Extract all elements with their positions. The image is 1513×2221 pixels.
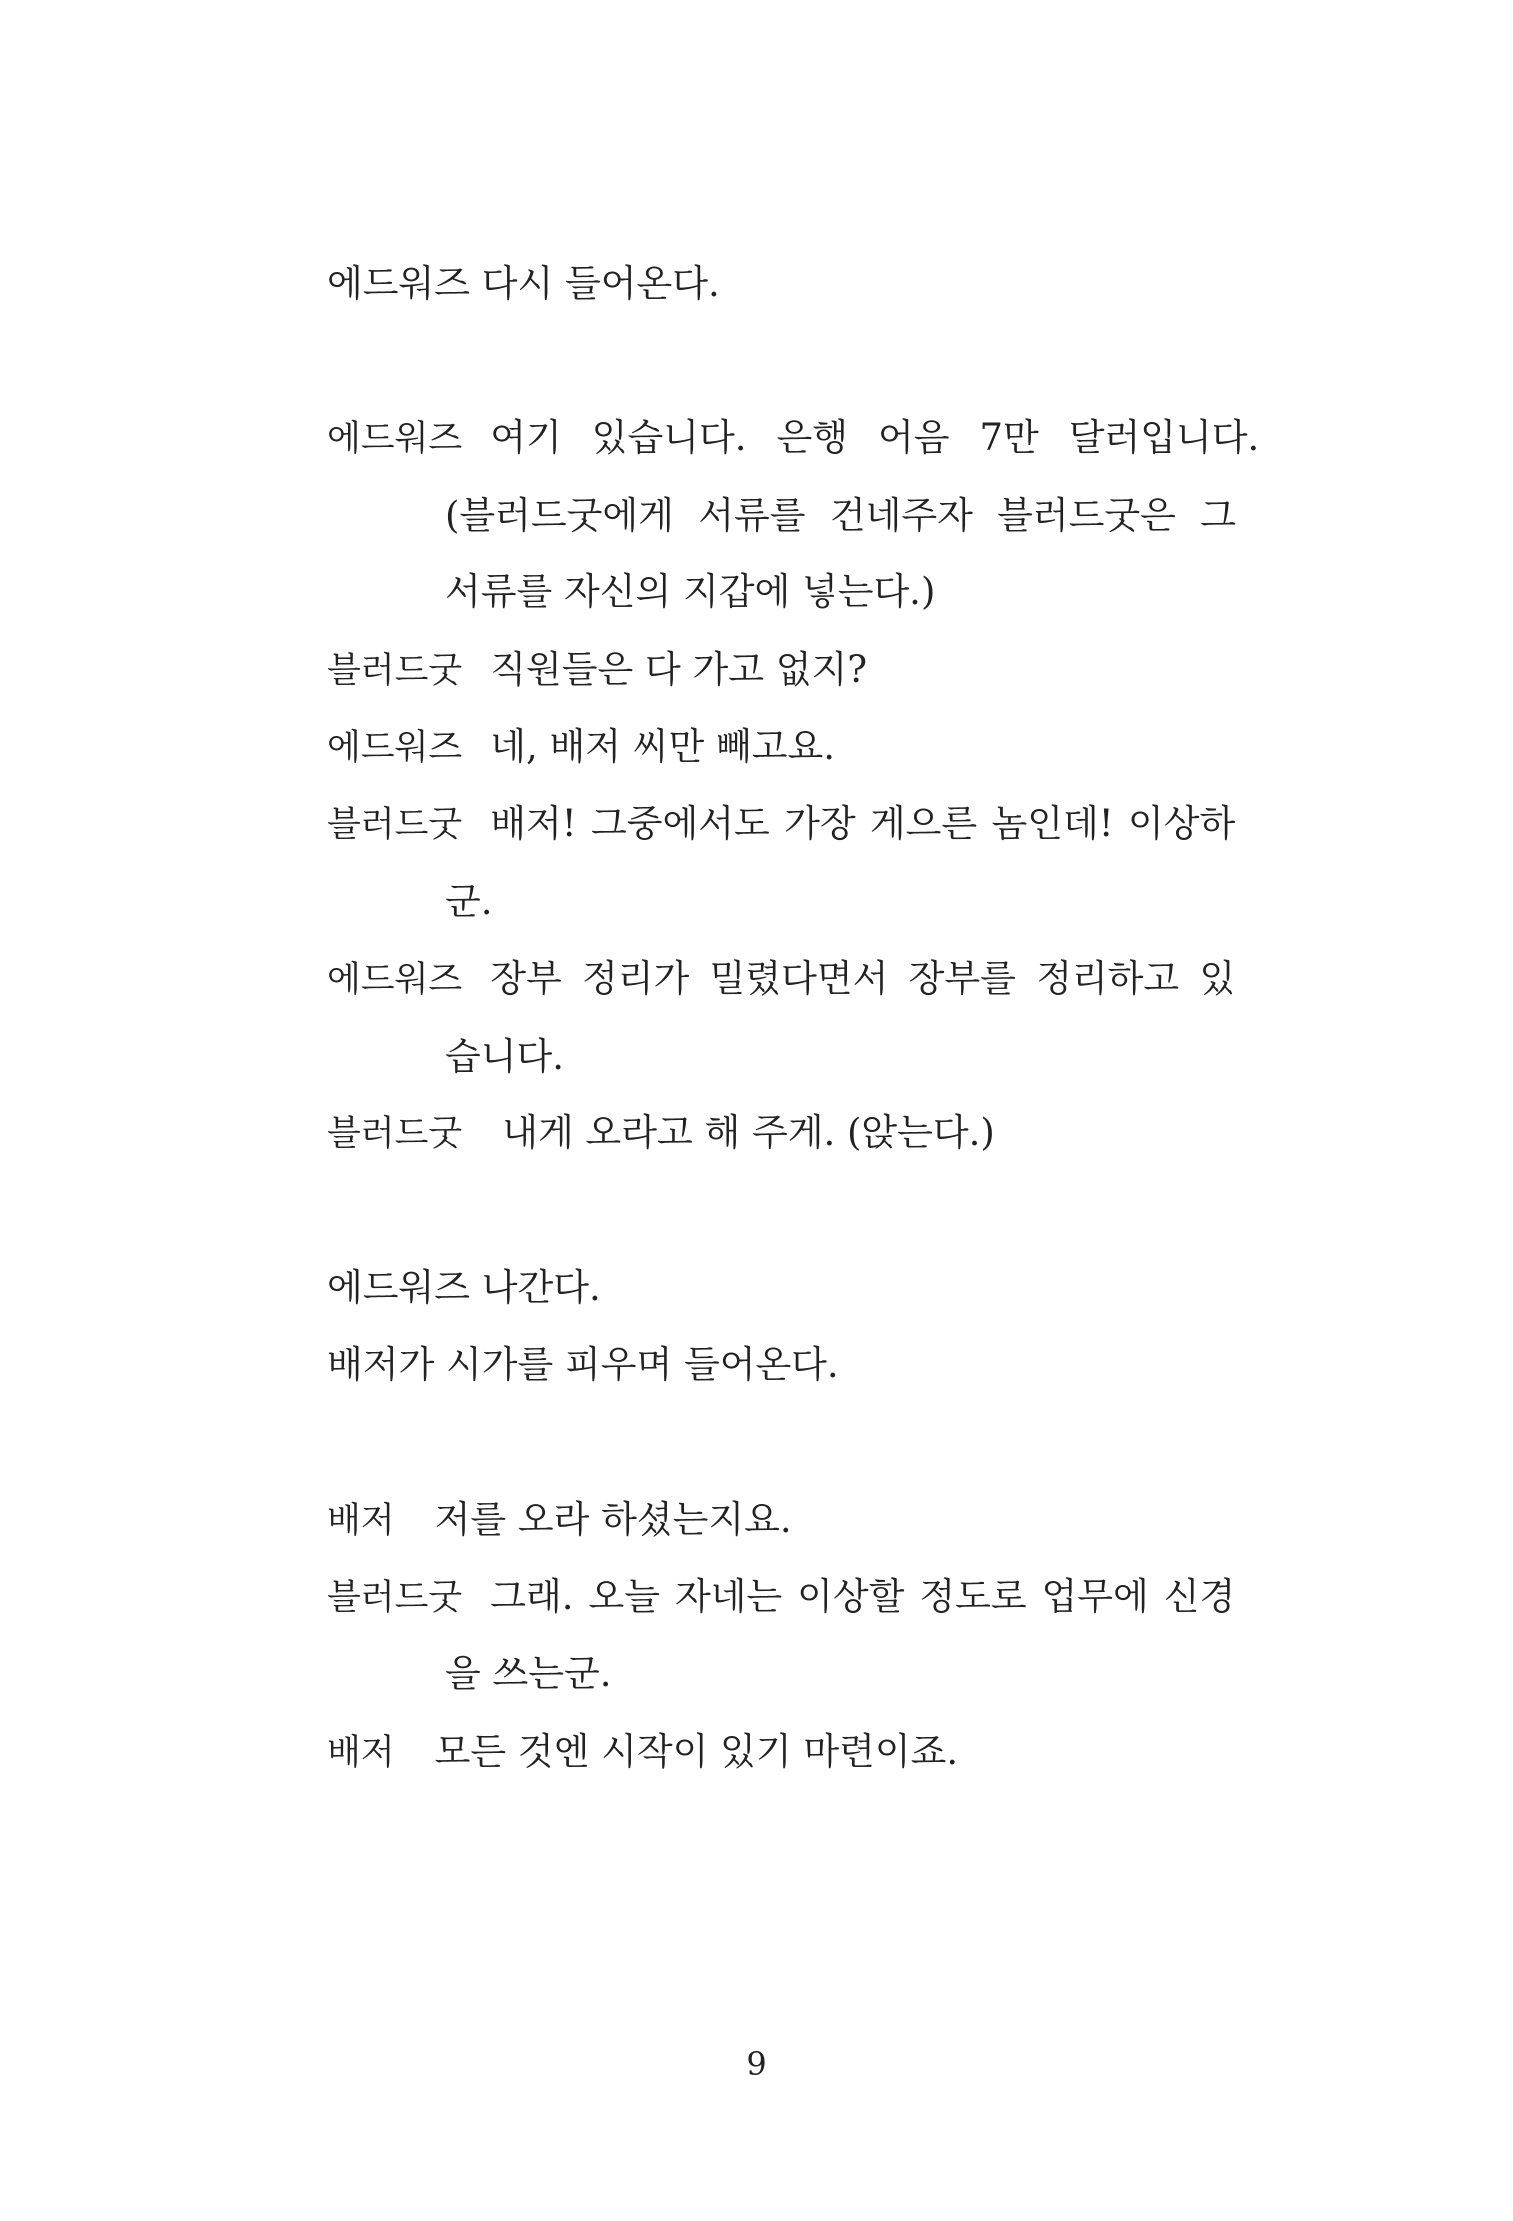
dialogue-line xyxy=(327,412,1259,465)
dialogue-line xyxy=(327,1726,958,1779)
dialogue-line xyxy=(327,1571,1235,1624)
dialogue-text: 배저! 그중에서도 가장 게으른 놈인데! 이상하 xyxy=(490,802,1236,845)
dialogue-line xyxy=(327,953,1235,1006)
dialogue-line xyxy=(327,721,835,774)
dialogue-text: 여기 있습니다. 은행 어음 7만 달러입니다. xyxy=(490,416,1260,459)
dialogue-line xyxy=(327,1107,995,1160)
dialogue-line xyxy=(327,1494,792,1547)
dialogue-continuation: 서류를 자신의 지갑에 넣는다.) xyxy=(445,570,936,613)
dialogue-line xyxy=(327,798,1235,851)
dialogue-text: 장부 정리가 밀렸다면서 장부를 정리하고 있 xyxy=(490,957,1236,1000)
stage-direction: 에드워즈 나간다. xyxy=(327,1266,601,1309)
speaker-name: 블러드굿 xyxy=(327,1578,463,1618)
dialogue-text: 모든 것엔 시작이 있기 마련이죠. xyxy=(434,1730,959,1773)
dialogue-continuation: 을 쓰는군. xyxy=(445,1652,612,1695)
dialogue-text: 저를 오라 하셨는지요. xyxy=(434,1498,792,1541)
speaker-name: 에드워즈 xyxy=(327,960,463,1000)
dialogue-text: 내게 오라고 해 주게. (앉는다.) xyxy=(502,1111,995,1154)
speaker-name: 에드워즈 xyxy=(327,728,463,768)
speaker-name: 블러드굿 xyxy=(327,805,463,845)
dialogue-continuation: 습니다. xyxy=(445,1035,564,1078)
dialogue-continuation: 군. xyxy=(445,880,493,923)
page-number: 9 xyxy=(746,2045,767,2083)
stage-direction: 에드워즈 다시 들어온다. xyxy=(327,262,720,305)
dialogue-text: 직원들은 다 가고 없지? xyxy=(490,648,868,691)
speaker-name: 배저 xyxy=(327,1733,395,1773)
dialogue-text: 네, 배저 씨만 빼고요. xyxy=(490,725,835,768)
dialogue-line xyxy=(327,644,867,697)
dialogue-text: 그래. 오늘 자네는 이상할 정도로 업무에 신경 xyxy=(490,1575,1236,1618)
speaker-name: 에드워즈 xyxy=(327,419,463,459)
speaker-name: 블러드굿 xyxy=(327,1114,463,1154)
speaker-name: 블러드굿 xyxy=(327,651,463,691)
stage-direction: 배저가 시가를 피우며 들어온다. xyxy=(327,1343,839,1386)
dialogue-continuation: (블러드굿에게 서류를 건네주자 블러드굿은 그 xyxy=(445,494,1236,537)
speaker-name: 배저 xyxy=(327,1501,395,1541)
